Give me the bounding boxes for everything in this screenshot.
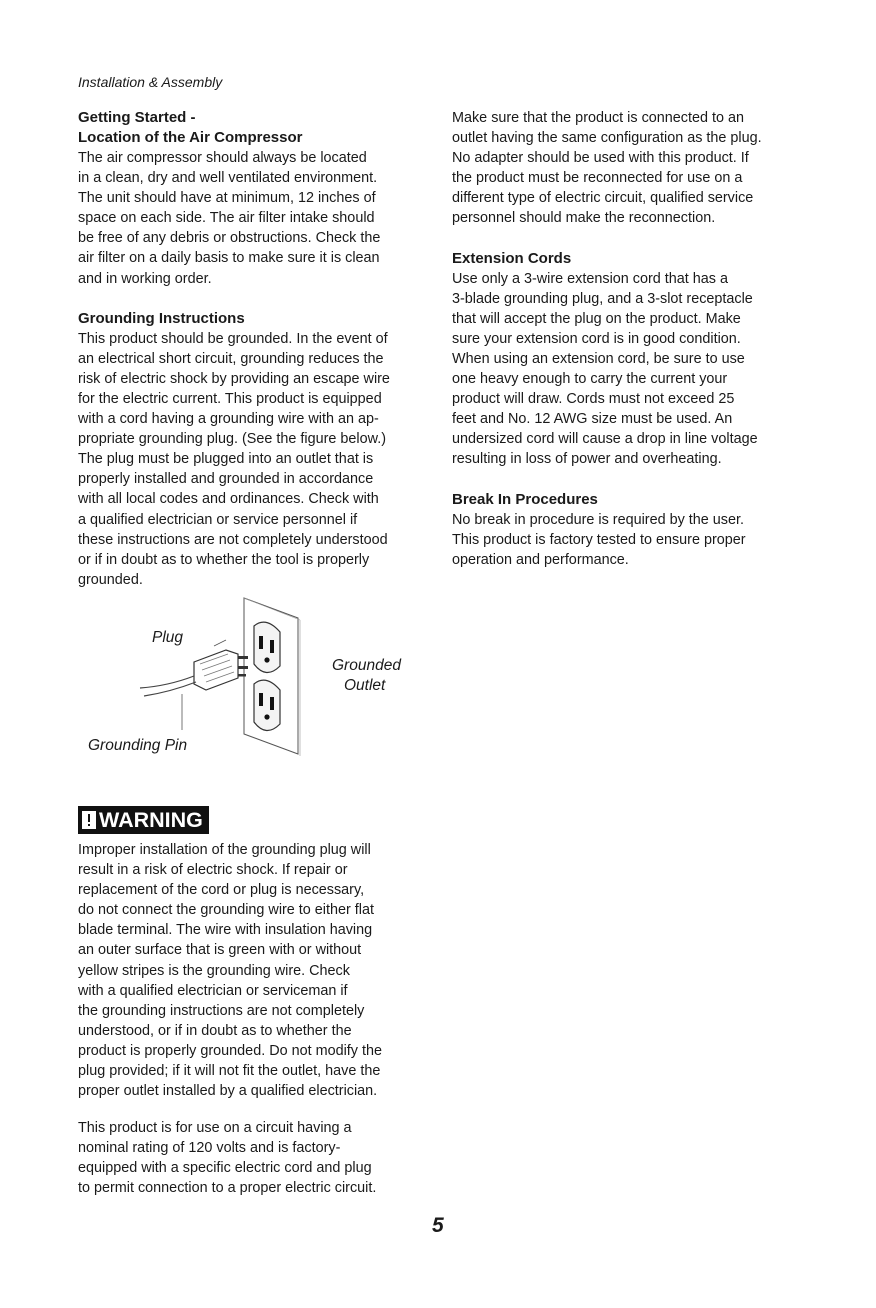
text-line: air filter on a daily basis to make sure it is clean [78,250,380,267]
text-line: No break in procedure is required by the user. [452,511,744,528]
text-line: This product should be grounded. In the event of [78,330,388,347]
outlet-label-1: Grounded [332,657,401,674]
text-line: 3-blade grounding plug, and a 3-slot receptacle [452,290,753,307]
text-line: personnel should make the reconnection. [452,210,716,227]
text-line: properly installed and grounded in accordance [78,471,374,488]
text-line: The plug must be plugged into an outlet that is [78,451,374,468]
text-line: Make sure that the product is connected to an [452,110,744,126]
text-line: with a qualified electrician or serviceman if [78,982,348,999]
connection-body [452,108,812,229]
text-line: risk of electric shock by providing an escape wire [78,370,390,387]
break-in-title: Break In Procedures [452,490,598,508]
text-line: equipped with a specific electric cord and plug [78,1160,372,1177]
text-line: Improper installation of the grounding plug will [78,842,371,858]
warning-badge [78,806,209,834]
text-line: these instructions are not completely understood [78,531,388,548]
text-line: that will accept the plug on the product. Make [452,310,741,327]
text-line: different type of electric circuit, qualified service [452,190,754,207]
text-line: with all local codes and ordinances. Check with [78,491,379,508]
text-line: plug provided; if it will not fit the outlet, have the [78,1063,381,1080]
grounding-body [78,329,438,590]
text-line: result in a risk of electric shock. If repair or [78,862,348,879]
text-line: The air compressor should always be located [78,150,367,166]
text-line: grounded. [78,571,143,588]
extension-cords-title: Extension Cords [452,249,572,267]
text-line: be free of any debris or obstructions. Check the [78,230,381,247]
text-line: understood, or if in doubt as to whether the [78,1022,352,1039]
text-line: outlet having the same configuration as the plug. [452,130,762,147]
text-line: for the electric current. This product is equipped [78,390,382,407]
text-line: propriate grounding plug. (See the figure below.) [78,431,386,448]
text-line: blade terminal. The wire with insulation having [78,922,373,939]
text-line: proper outlet installed by a qualified electrician. [78,1083,378,1100]
text-line: one heavy enough to carry the current your [452,371,728,388]
text-line: product will draw. Cords must not exceed 25 [452,391,735,408]
plug-icon [194,650,248,690]
right-column [452,108,812,570]
text-line: This product is factory tested to ensure proper [452,531,746,548]
text-line: nominal rating of 120 volts and is factory- [78,1140,341,1157]
text-line: feet and No. 12 AWG size must be used. An [452,411,733,428]
text-line: the product must be reconnected for use on a [452,170,743,187]
text-line: and in working order. [78,270,212,287]
text-line: product is properly grounded. Do not modify the [78,1042,382,1059]
text-line: yellow stripes is the grounding wire. Check [78,962,350,979]
warning-label: WARNING [99,808,203,832]
text-line: a qualified electrician or service personnel if [78,511,358,528]
text-line: the grounding instructions are not completely [78,1002,365,1019]
text-line: Use only a 3-wire extension cord that has a [452,270,728,287]
warning-icon [82,811,96,829]
text-line: an electrical short circuit, grounding reduces the [78,350,384,367]
lower-receptacle [254,680,280,730]
text-line: When using an extension cord, be sure to use [452,350,745,367]
left-column [78,108,438,590]
text-line: undersized cord will cause a drop in line voltage [452,431,758,448]
text-line: to permit connection to a proper electric circuit. [78,1180,377,1197]
grounding-title: Grounding Instructions [78,309,245,327]
text-line: with a cord having a grounding wire with an ap- [78,411,379,428]
outlet-label-2: Outlet [344,677,386,694]
text-line: The unit should have at minimum, 12 inches of [78,190,376,207]
break-in-body [452,510,812,570]
text-line: sure your extension cord is in good condition. [452,330,741,347]
getting-started-title-2: Location of the Air Compressor [78,129,303,146]
upper-receptacle [254,622,280,672]
text-line: in a clean, dry and well ventilated environment. [78,170,378,187]
section-header: Installation & Assembly [78,74,223,90]
text-line: This product is for use on a circuit having a [78,1120,352,1136]
circuit-note [78,1118,438,1198]
getting-started-title-1: Getting Started - [78,109,196,126]
text-line: space on each side. The air filter intake should [78,210,375,227]
plug-label: Plug [152,629,184,646]
warning-body [78,840,438,1101]
text-line: replacement of the cord or plug is necessary, [78,882,365,899]
grounding-pin-label: Grounding Pin [88,737,188,754]
text-line: operation and performance. [452,551,629,568]
text-line: do not connect the grounding wire to either flat [78,902,374,919]
extension-cords-body [452,269,812,470]
text-line: an outer surface that is green with or without [78,942,362,959]
grounded-outlet-figure [78,592,438,762]
page-number: 5 [432,1214,444,1237]
getting-started-body [78,148,438,289]
text-line: or if in doubt as to whether the tool is properly [78,551,370,568]
text-line: resulting in loss of power and overheating. [452,451,722,468]
text-line: No adapter should be used with this product. If [452,150,749,167]
